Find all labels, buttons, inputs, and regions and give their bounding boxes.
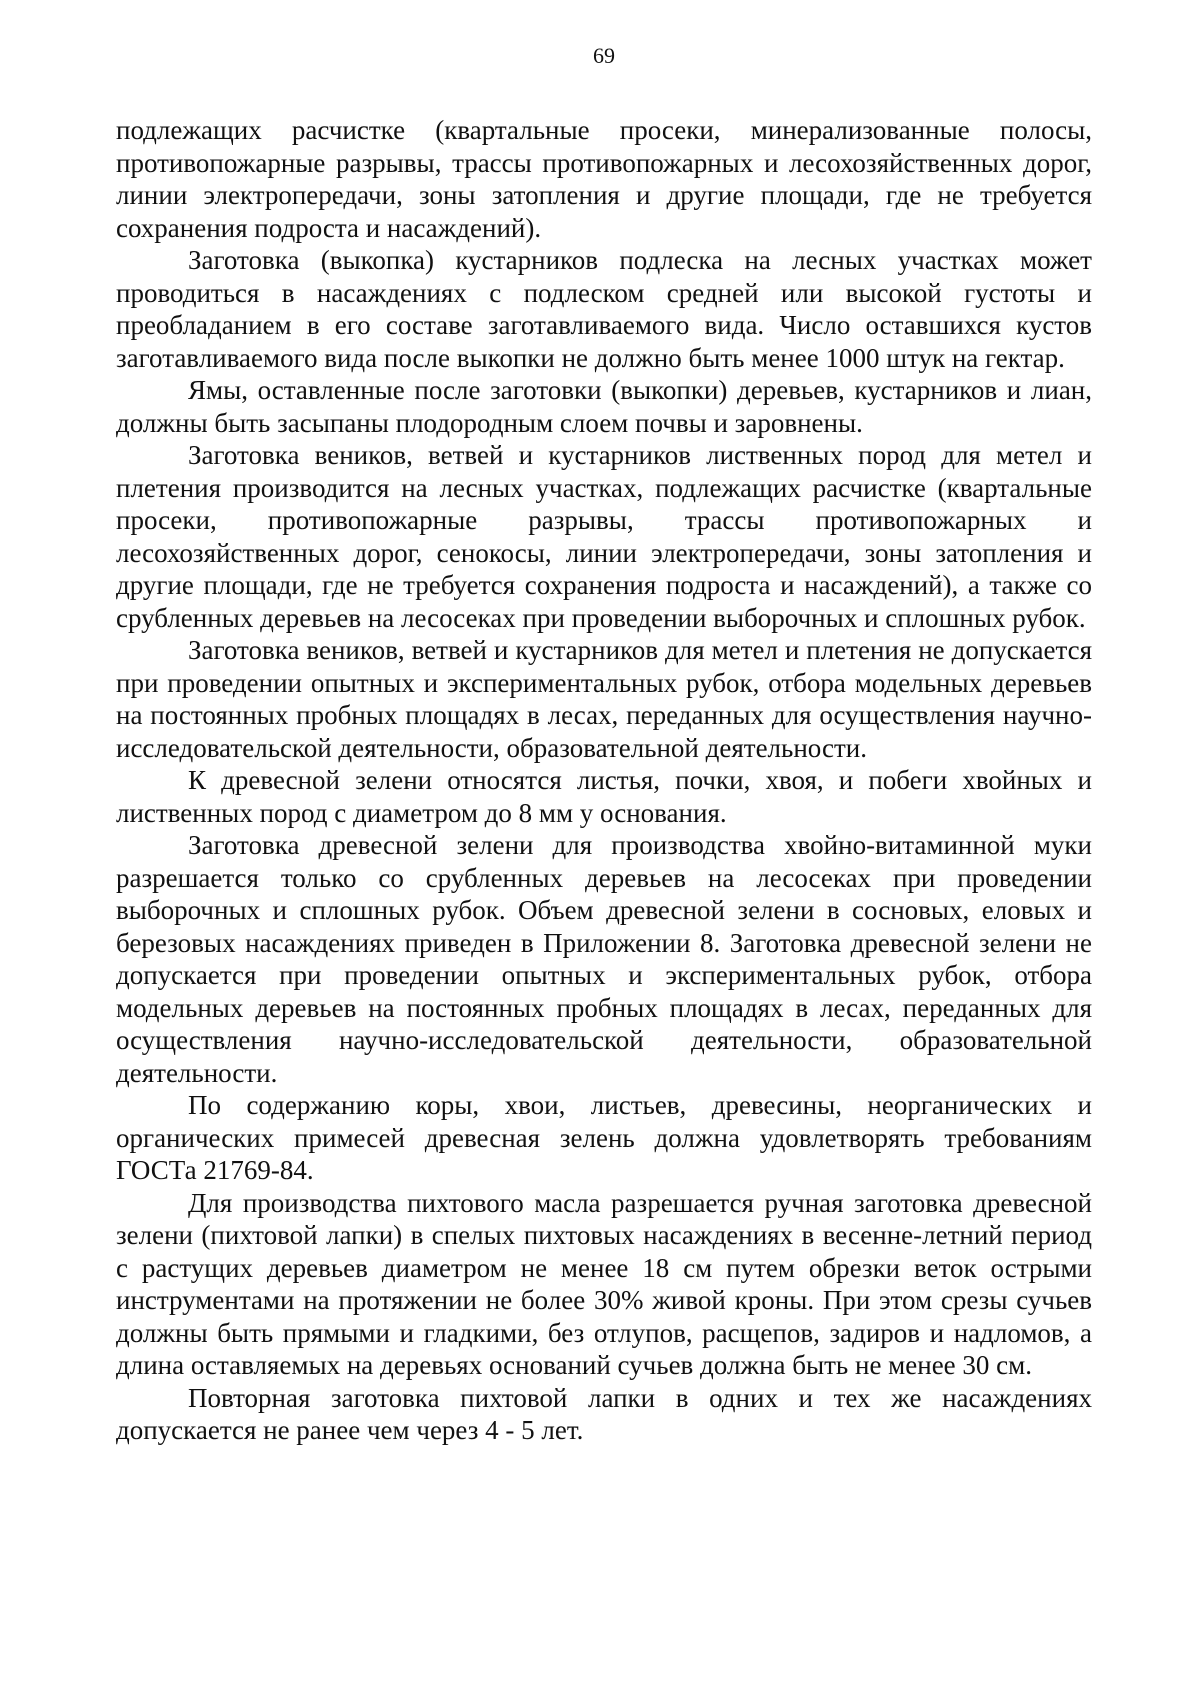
document-page xyxy=(116,0,1092,1698)
paragraph: Для производства пихтового масла разрешается ручная заготовка древесной зелени (пихтовой лапки) в спелых пихтовых насаждениях в весенне-летний период с растущих деревьев диаметром не менее 18 см путем обрезки веток острыми инструментами на протяжении не более 30% живой кроны. При этом срезы сучьев должны быть прямыми и гладкими, без отлупов, расщепов, задиров и надломов, а длина оставляемых на деревьях оснований сучьев должна быть не менее 30 см. xyxy=(116,1187,1092,1380)
paragraph: Заготовка (выкопка) кустарников подлеска на лесных участках может проводиться в насаждениях с подлеском средней или высокой густоты и преобладанием в его составе заготавливаемого вида. Число оставшихся кустов заготавливаемого вида после выкопки не должно быть менее 1000 штук на гектар. xyxy=(116,245,1092,373)
paragraph: подлежащих расчистке (квартальные просеки, минерализованные полосы, противопожарные разрывы, трассы противопожарных и лесохозяйственных дорог, линии электропередачи, зоны затопления и другие площади, где не требуется сохранения подроста и насаждений). xyxy=(116,115,1092,243)
paragraph: По содержанию коры, хвои, листьев, древесины, неорганических и органических примесей древесная зелень должна удовлетворять требованиям ГОСТа 21769-84. xyxy=(116,1090,1092,1185)
document-body xyxy=(116,114,1092,1447)
paragraph: К древесной зелени относятся листья, почки, хвоя, и побеги хвойных и лиственных пород с диаметром до 8 мм у основания. xyxy=(116,765,1092,828)
paragraph: Повторная заготовка пихтовой лапки в одних и тех же насаждениях допускается не ранее чем через 4 - 5 лет. xyxy=(116,1382,1092,1445)
paragraph: Заготовка веников, ветвей и кустарников лиственных пород для метел и плетения производится на лесных участках, подлежащих расчистке (квартальные просеки, противопожарные разрывы, трассы противопожарных и лесохозяйственных дорог, сенокосы, линии электропередачи, зоны затопления и другие площади, где не требуется сохранения подроста и насаждений), а также со срубленных деревьев на лесосеках при проведении выборочных и сплошных рубок. xyxy=(116,440,1092,633)
paragraph: Ямы, оставленные после заготовки (выкопки) деревьев, кустарников и лиан, должны быть засыпаны плодородным слоем почвы и заровнены. xyxy=(116,375,1092,438)
page-number: 69 xyxy=(593,43,615,68)
paragraph: Заготовка веников, ветвей и кустарников для метел и плетения не допускается при проведении опытных и экспериментальных рубок, отбора модельных деревьев на постоянных пробных площадях в лесах, переданных для осуществления научно-исследовательской деятельности, образовательной деятельности. xyxy=(116,635,1092,763)
paragraph: Заготовка древесной зелени для производства хвойно-витаминной муки разрешается только со срубленных деревьев на лесосеках при проведении выборочных и сплошных рубок. Объем древесной зелени в сосновых, еловых и березовых насаждениях приведен в Приложении 8. Заготовка древесной зелени не допускается при проведении опытных и экспериментальных рубок, отбора модельных деревьев на постоянных пробных площадях в лесах, переданных для осуществления научно-исследовательской деятельности, образовательной деятельности. xyxy=(116,830,1092,1088)
